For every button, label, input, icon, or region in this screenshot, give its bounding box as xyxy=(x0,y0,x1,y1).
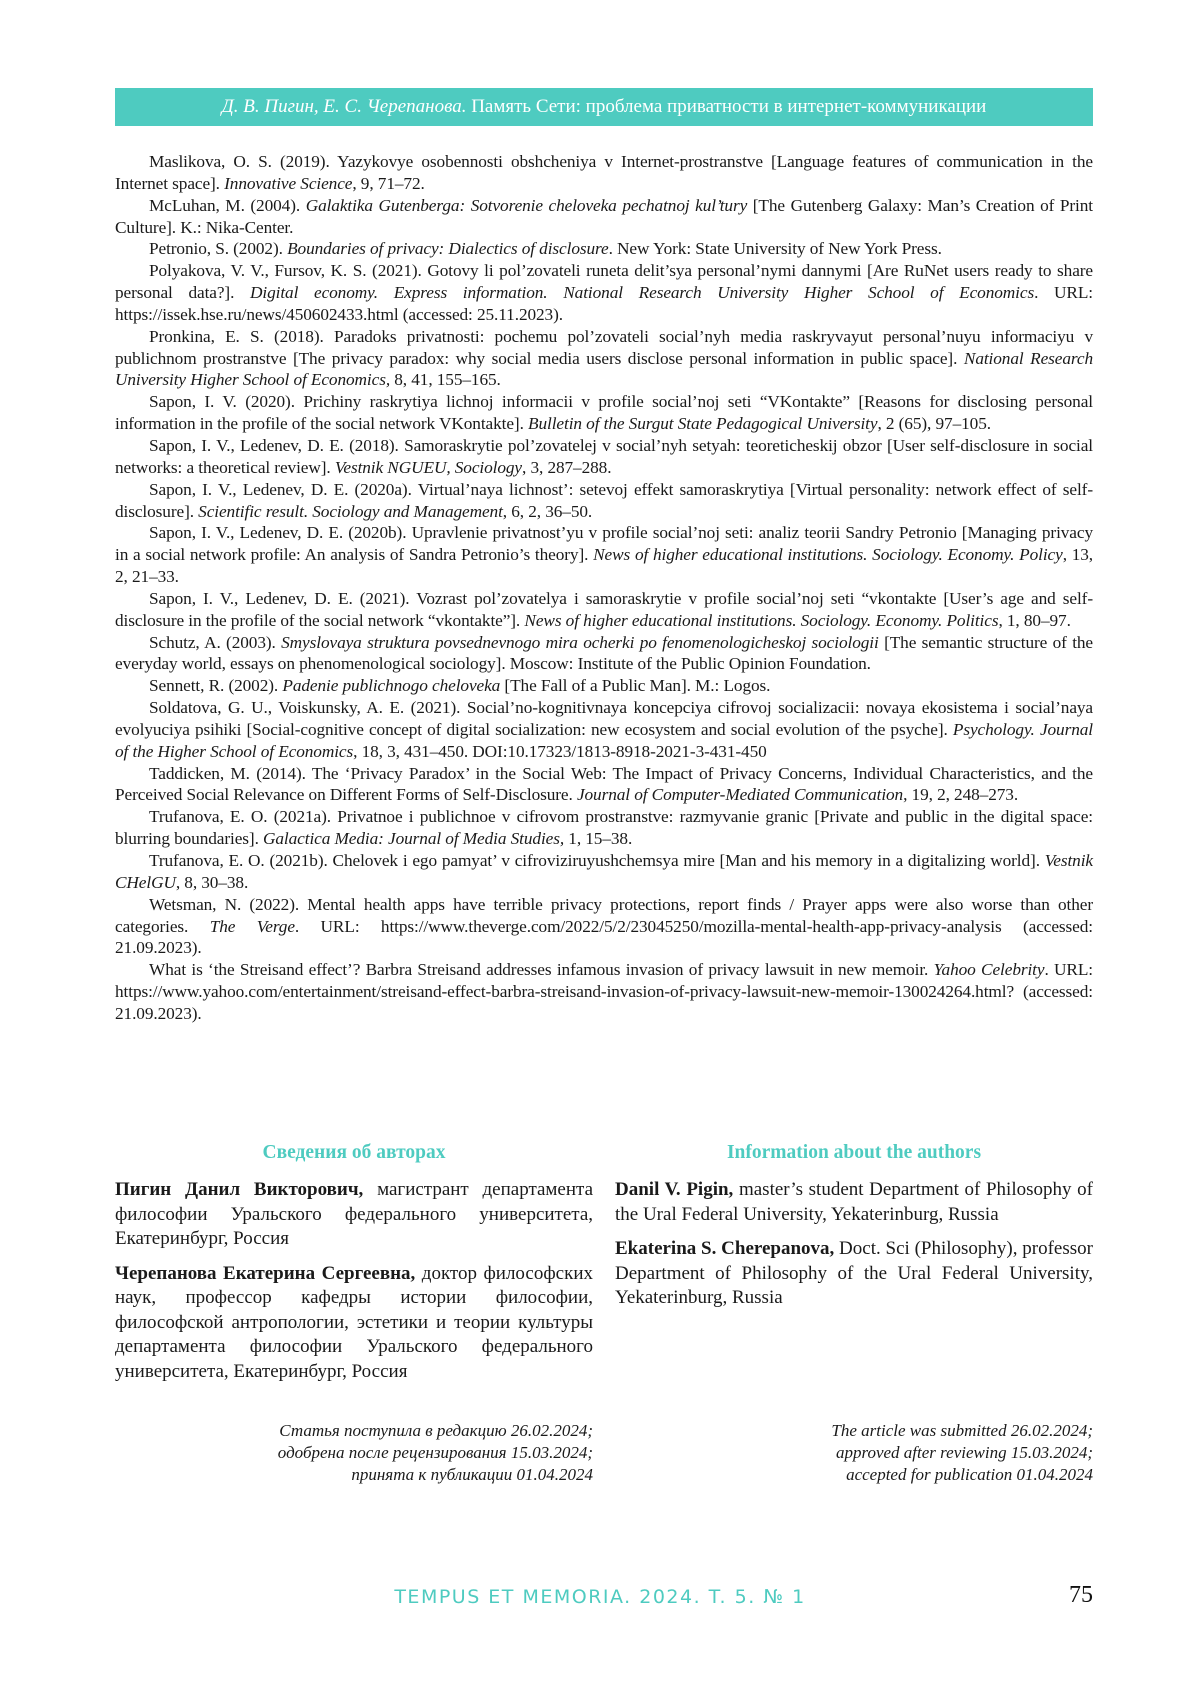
reference-item xyxy=(115,675,1093,697)
reference-source: Psychology. Journal of the Higher School of Economics xyxy=(115,720,1093,761)
reference-text: Maslikova, O. S. (2019). Yazykovye osobennosti obshcheniya v Internet-prostranstve [Language features of communication in the Internet space]. xyxy=(115,152,1093,193)
reference-source: The Verge xyxy=(210,917,295,936)
reference-source: Boundaries of privacy: Dialectics of disclosure xyxy=(287,239,609,258)
date-line: The article was submitted 26.02.2024; xyxy=(615,1420,1093,1442)
author-name: Черепанова Екатерина Сергеевна, xyxy=(115,1263,415,1284)
reference-text: Sennett, R. (2002). xyxy=(149,676,282,695)
reference-item xyxy=(115,588,1093,632)
reference-text: Wetsman, N. (2022). Mental health apps have terrible privacy protections, report finds / Prayer apps were also worse than other categories. xyxy=(115,895,1093,936)
reference-text: , 18, 3, 431–450. DOI:10.17323/1813-8918-2021-3-431-450 xyxy=(353,742,767,761)
reference-text: Sapon, I. V., Ledenev, D. E. (2020b). Upravlenie privatnost’yu v profile social’noj seti: analiz teorii Sandry Petronio [Managing privacy in a social network profile: An analysis of Sandra Petronio’s theory]. xyxy=(115,523,1093,564)
author-entry xyxy=(615,1178,1093,1227)
reference-item xyxy=(115,479,1093,523)
reference-text: Sapon, I. V., Ledenev, D. E. (2021). Vozrast pol’zovatelya i samoraskrytie v profile social’noj seti “vkontakte [User’s age and self-disclosure in the profile of the social network “vkontakte”]. xyxy=(115,589,1093,630)
reference-item xyxy=(115,522,1093,588)
reference-item xyxy=(115,850,1093,894)
header-title: Память Сети: проблема приватности в интернет-коммуникации xyxy=(471,96,986,117)
author-desc: магистрант департамента философии Уральского федерального университета, Екатеринбург, Россия xyxy=(115,1179,593,1249)
running-header xyxy=(115,88,1093,126)
authors-info-ru xyxy=(115,1140,593,1394)
reference-item xyxy=(115,894,1093,960)
reference-item xyxy=(115,238,1093,260)
reference-text: . New York: State University of New York Press. xyxy=(609,239,942,258)
header-authors: Д. В. Пигин, Е. С. Черепанова. xyxy=(222,96,467,117)
date-line: approved after reviewing 15.03.2024; xyxy=(615,1442,1093,1464)
reference-text: , 8, 30–38. xyxy=(176,873,248,892)
reference-item xyxy=(115,959,1093,1025)
reference-text: Sapon, I. V., Ledenev, D. E. (2018). Samoraskrytie pol’zovatelej v social’nyh setyah: teoreticheskij obzor [User self-disclosure in social networks: a theoretical review]. xyxy=(115,436,1093,477)
reference-text: Pronkina, E. S. (2018). Paradoks privatnosti: pochemu pol’zovateli social’nyh media raskryvayut personal’nuyu informaciyu v publichnom prostranstve [The privacy paradox: why social media users disclose personal information in public space]. xyxy=(115,327,1093,368)
reference-item xyxy=(115,763,1093,807)
reference-text: Trufanova, E. O. (2021a). Privatnoe i publichnoe v cifrovom prostranstve: razmyvanie granic [Private and public in the digital space: blurring boundaries]. xyxy=(115,807,1093,848)
reference-text: Schutz, A. (2003). xyxy=(149,633,281,652)
author-entry xyxy=(115,1262,593,1385)
reference-item xyxy=(115,806,1093,850)
date-line: принята к публикации 01.04.2024 xyxy=(115,1464,593,1486)
authors-info-en xyxy=(615,1140,1093,1321)
authors-heading-ru: Сведения об авторах xyxy=(115,1140,593,1166)
reference-item xyxy=(115,632,1093,676)
author-entry xyxy=(615,1237,1093,1311)
author-name: Ekaterina S. Cherepanova, xyxy=(615,1238,834,1259)
reference-text: [The semantic structure of the everyday world, essays on phenomenological sociology]. Moscow: Institute of the Public Opinion Foundation. xyxy=(115,633,1093,674)
reference-text: , 13, 2, 21–33. xyxy=(115,545,1093,586)
reference-list xyxy=(115,151,1093,1025)
reference-source: Galactica Media: Journal of Media Studies, xyxy=(263,829,564,848)
submission-dates-en xyxy=(615,1420,1093,1485)
reference-item xyxy=(115,435,1093,479)
reference-text: 1, 15–38. xyxy=(564,829,632,848)
reference-source: Innovative Science xyxy=(224,174,352,193)
reference-text: 8, 41, 155–165. xyxy=(390,370,501,389)
reference-source: Vestnik CHelGU xyxy=(115,851,1093,892)
reference-item xyxy=(115,697,1093,763)
author-name: Danil V. Pigin, xyxy=(615,1179,733,1200)
reference-source: Padenie publichnogo cheloveka xyxy=(282,676,500,695)
reference-item xyxy=(115,391,1093,435)
reference-source: News of higher educational institutions. Sociology. Economy. Policy xyxy=(593,545,1063,564)
reference-text: What is ‘the Streisand effect’? Barbra Streisand addresses infamous invasion of privacy lawsuit in new memoir. xyxy=(149,960,934,979)
submission-dates-ru xyxy=(115,1420,593,1485)
reference-source: Bulletin of the Surgut State Pedagogical University xyxy=(528,414,877,433)
authors-heading-en: Information about the authors xyxy=(615,1140,1093,1166)
reference-text: , 2 (65), 97–105. xyxy=(877,414,991,433)
reference-text: , 9, 71–72. xyxy=(352,174,424,193)
reference-text: . URL: https://www.theverge.com/2022/5/2/23045250/mozilla-mental-health-app-privacy-analysis (accessed: 21.09.2023). xyxy=(115,917,1093,958)
reference-source: Digital economy. Express information. National Research University Higher School of Economics xyxy=(250,283,1034,302)
reference-text: Trufanova, E. O. (2021b). Chelovek i ego pamyat’ v cifroviziruyushchemsya mire [Man and his memory in a digitalizing world]. xyxy=(149,851,1045,870)
date-line: accepted for publication 01.04.2024 xyxy=(615,1464,1093,1486)
date-line: Статья поступила в редакцию 26.02.2024; xyxy=(115,1420,593,1442)
author-desc: Doct. Sci (Philosophy), professor Department of Philosophy of the Ural Federal University, Yekaterinburg, Russia xyxy=(615,1238,1093,1308)
reference-text: Sapon, I. V., Ledenev, D. E. (2020a). Virtual’naya lichnost’: setevoj effekt samoraskrytiya [Virtual personality: network effect of self-disclosure]. xyxy=(115,480,1093,521)
reference-source: News of higher educational institutions. Sociology. Economy. Politics xyxy=(524,611,998,630)
reference-text: McLuhan, M. (2004). xyxy=(149,196,306,215)
reference-text: Polyakova, V. V., Fursov, K. S. (2021). Gotovy li pol’zovateli runeta delit’sya personal’nymi dannymi [Are RuNet users ready to share personal data?]. xyxy=(115,261,1093,302)
reference-text: . URL: https://issek.hse.ru/news/450602433.html (accessed: 25.11.2023). xyxy=(115,283,1093,324)
reference-source: Yahoo Celebrity xyxy=(934,960,1045,979)
reference-text: [The Gutenberg Galaxy: Man’s Creation of Print Culture]. K.: Nika-Center. xyxy=(115,196,1093,237)
reference-text: Petronio, S. (2002). xyxy=(149,239,287,258)
reference-source: Journal of Computer-Mediated Communication xyxy=(577,785,903,804)
reference-text: , 6, 2, 36–50. xyxy=(503,502,592,521)
reference-item xyxy=(115,151,1093,195)
reference-text: , 19, 2, 248–273. xyxy=(903,785,1018,804)
reference-text: Taddicken, M. (2014). The ‘Privacy Paradox’ in the Social Web: The Impact of Privacy Concerns, Individual Characteristics, and the Perceived Social Relevance on Different Forms of Self-Disclosure. xyxy=(115,764,1093,805)
author-name: Пигин Данил Викторович, xyxy=(115,1179,363,1200)
author-desc: master’s student Department of Philosophy of the Ural Federal University, Yekaterinburg, Russia xyxy=(615,1179,1093,1225)
reference-item xyxy=(115,195,1093,239)
author-entry xyxy=(115,1178,593,1252)
reference-source: Galaktika Gutenberga: Sotvorenie cheloveka pechatnoj kul’tury xyxy=(306,196,747,215)
reference-text: , 1, 80–97. xyxy=(998,611,1070,630)
reference-source: National Research University Higher School of Economics, xyxy=(115,349,1093,390)
author-desc: доктор философских наук, профессор кафедры истории философии, философской антропологии, эстетики и теории культуры департамента философии Уральского федерального университета, Екатеринбург, Россия xyxy=(115,1263,593,1382)
date-line: одобрена после рецензирования 15.03.2024; xyxy=(115,1442,593,1464)
page-number: 75 xyxy=(1060,1582,1093,1609)
reference-source: Scientific result. Sociology and Management xyxy=(198,502,503,521)
reference-text: Soldatova, G. U., Voiskunsky, A. E. (2021). Social’no-kognitivnaya koncepciya cifrovoj socializacii: novaya ekosistema i social’naya evolyuciya psihiki [Social-cognitive concept of digital socialization: new ecosystem and social evolution of the psyche]. xyxy=(115,698,1093,739)
reference-text: , 3, 287–288. xyxy=(522,458,611,477)
reference-item xyxy=(115,326,1093,392)
reference-text: [The Fall of a Public Man]. M.: Logos. xyxy=(500,676,770,695)
reference-text: . URL: https://www.yahoo.com/entertainment/streisand-effect-barbra-streisand-invasion-of-privacy-lawsuit-new-memoir-130024264.html? (accessed: 21.09.2023). xyxy=(115,960,1093,1023)
reference-item xyxy=(115,260,1093,326)
reference-source: Smyslovaya struktura povsednevnogo mira ocherki po fenomenologicheskoj sociologii xyxy=(281,633,879,652)
reference-source: Vestnik NGUEU, Sociology xyxy=(335,458,522,477)
journal-footer: TEMPUS ET MEMORIA. 2024. T. 5. № 1 xyxy=(0,1586,1200,1608)
reference-text: Sapon, I. V. (2020). Prichiny raskrytiya lichnoj informacii v profile social’noj seti “VKontakte” [Reasons for disclosing personal information in the profile of the social network VKontakte]. xyxy=(115,392,1093,433)
